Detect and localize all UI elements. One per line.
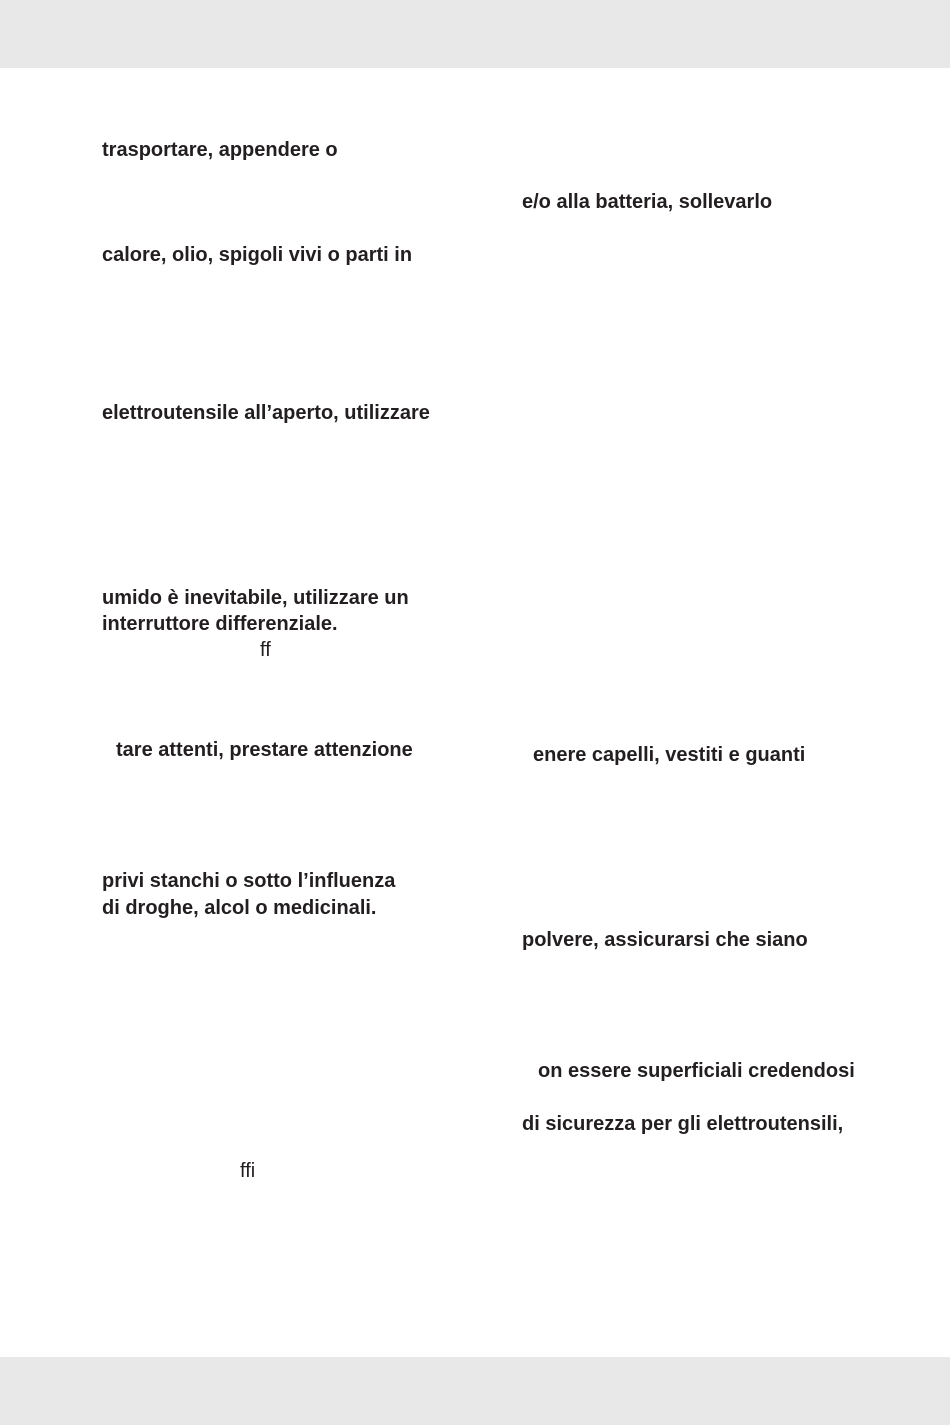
ligature-glyph: ffi — [240, 1160, 256, 1182]
left-text-line: interruttore differenziale. — [102, 613, 338, 635]
right-text-line: polvere, assicurarsi che siano — [522, 929, 808, 951]
left-column — [0, 68, 475, 1357]
left-text-line: elettroutensile all’aperto, utilizzare — [102, 402, 430, 424]
right-column — [475, 68, 950, 1357]
right-text-line: on essere superficiali credendosi — [538, 1060, 855, 1082]
top-band — [0, 0, 950, 68]
left-text-line: tare attenti, prestare attenzione — [116, 739, 413, 761]
right-text-line: enere capelli, vestiti e guanti — [533, 744, 806, 766]
page-body — [0, 68, 950, 1357]
left-text-line: calore, olio, spigoli vivi o parti in — [102, 244, 413, 266]
left-text-line: privi stanchi o sotto l’influenza — [102, 870, 396, 892]
ligature-glyph: ff — [260, 639, 271, 661]
right-text-line: di sicurezza per gli elettroutensili, — [522, 1113, 844, 1135]
bottom-band — [0, 1357, 950, 1425]
right-text-line: e/o alla batteria, sollevarlo — [522, 191, 773, 213]
left-text-line: trasportare, appendere o — [102, 139, 338, 161]
left-text-line: di droghe, alcol o medicinali. — [102, 897, 377, 919]
left-text-line: umido è inevitabile, utilizzare un — [102, 587, 409, 609]
